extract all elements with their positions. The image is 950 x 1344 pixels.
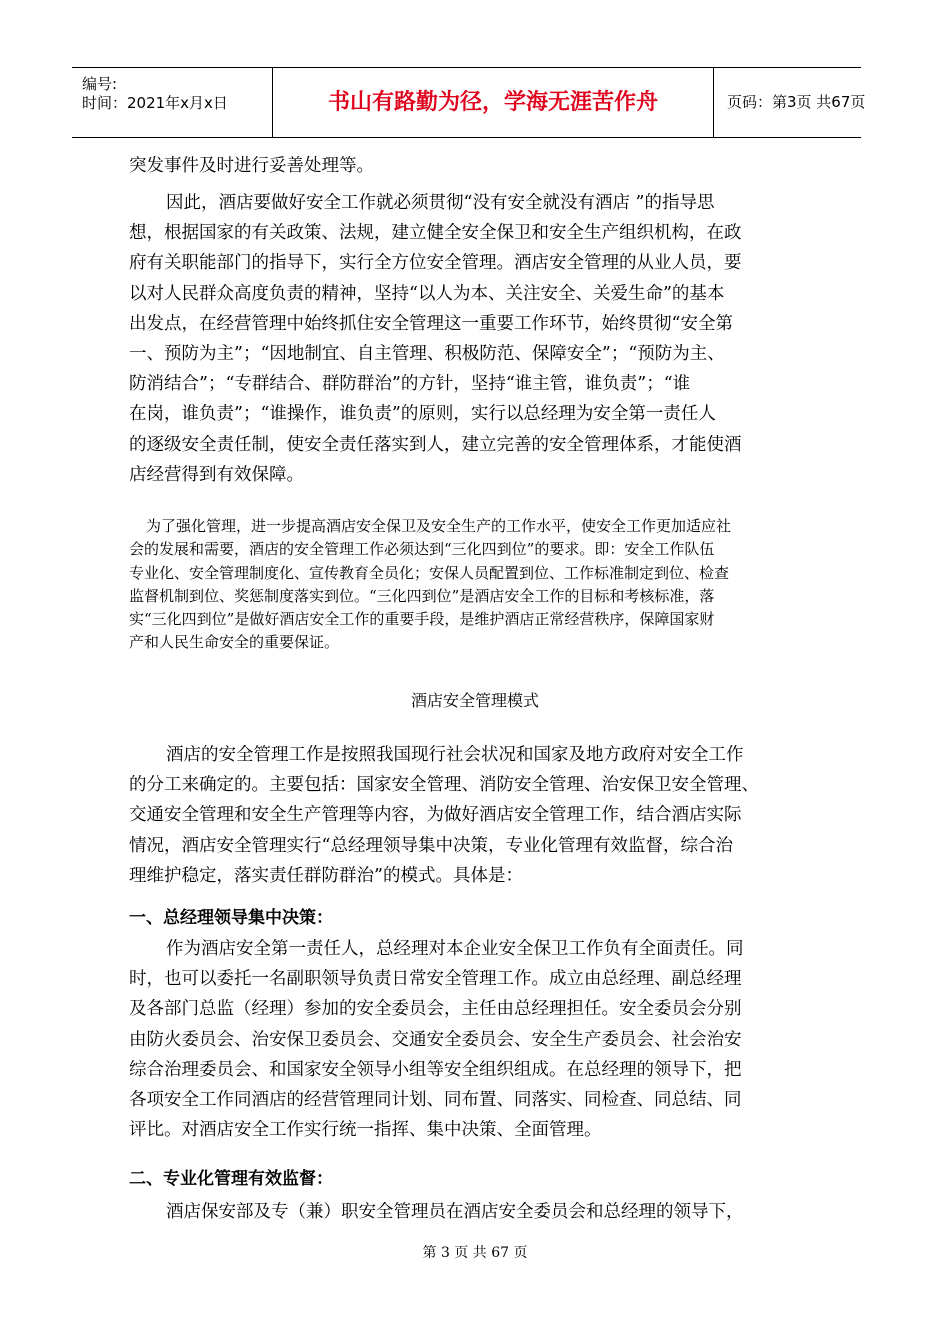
text-line: 各项安全工作同酒店的经营管理同计划、同布置、同落实、同检查、同总结、同 bbox=[129, 1090, 742, 1111]
paragraph-principles bbox=[129, 188, 829, 490]
header-motto: 书山有路勤为径，学海无涯苦作舟 bbox=[327, 90, 658, 115]
text-line: 突发事件及时进行妥善处理等。 bbox=[129, 156, 374, 176]
text-line: 防消结合”；“专群结合、群防群治”的方针，坚持“谁主管，谁负责”；“谁 bbox=[129, 374, 691, 395]
text-line: 一、预防为主”；“因地制宜、自主管理、积极防范、保障安全”；“预防为主、 bbox=[129, 344, 725, 365]
text-line: 评比。对酒店安全工作实行统一指挥、集中决策、全面管理。 bbox=[129, 1120, 602, 1141]
text-line: 会的发展和需要，酒店的安全管理工作必须达到“三化四到位”的要求。即：安全工作队伍 bbox=[129, 540, 715, 559]
text-line: 综合治理委员会、和国家安全领导小组等安全组织组成。在总经理的领导下，把 bbox=[129, 1059, 742, 1080]
text-line: 想，根据国家的有关政策、法规，建立健全安全保卫和安全生产组织机构，在政 bbox=[129, 223, 742, 244]
text-line: 产和人民生命安全的重要保证。 bbox=[129, 633, 340, 652]
text-line: 的分工来确定的。主要包括：国家安全管理、消防安全管理、治安保卫安全管理、 bbox=[129, 775, 759, 796]
text-line: 由防火委员会、治安保卫委员会、交通安全委员会、安全生产委员会、社会治安 bbox=[129, 1029, 742, 1050]
section-title: 酒店安全管理模式 bbox=[410, 691, 539, 710]
text-line: 店经营得到有效保障。 bbox=[129, 464, 304, 485]
document-time-label: 时间：2021年x月x日 bbox=[82, 94, 228, 112]
text-line: 酒店的安全管理工作是按照我国现行社会状况和国家及地方政府对安全工作 bbox=[166, 745, 744, 765]
text-line: 交通安全管理和安全生产管理等内容，为做好酒店安全管理工作，结合酒店实际 bbox=[129, 805, 742, 826]
text-line: 作为酒店安全第一责任人，总经理对本企业安全保卫工作负有全面责任。同 bbox=[166, 939, 744, 959]
text-line: 酒店保安部及专（兼）职安全管理员在酒店安全委员会和总经理的领导下， bbox=[166, 1202, 744, 1222]
text-line: 专业化、安全管理制度化、宣传教育全员化；安保人员配置到位、工作标准制定到位、检查 bbox=[129, 563, 730, 582]
header-page-cell bbox=[714, 68, 866, 137]
page-header-table bbox=[72, 67, 866, 138]
paragraph-continuation bbox=[129, 151, 829, 181]
paragraph-decision bbox=[129, 934, 829, 1145]
text-line: 实“三化四到位”是做好酒店安全工作的重要手段，是维护酒店正常经营秩序，保障国家财 bbox=[129, 610, 715, 629]
heading-supervision: 二、专业化管理有效监督： bbox=[129, 1169, 333, 1189]
header-page-number: 页码：第3页 共67页 bbox=[727, 93, 866, 111]
paragraph-supervision bbox=[129, 1197, 829, 1227]
text-line: 情况，酒店安全管理实行“总经理领导集中决策，专业化管理有效监督，综合治 bbox=[129, 835, 733, 856]
text-line: 因此，酒店要做好安全工作就必须贯彻“没有安全就没有酒店 ”的指导思 bbox=[166, 193, 715, 213]
header-motto-cell bbox=[273, 68, 714, 137]
text-line: 府有关职能部门的指导下，实行全方位安全管理。酒店安全管理的从业人员，要 bbox=[129, 253, 742, 274]
text-line: 时，也可以委托一名副职领导负责日常安全管理工作。成立由总经理、副总经理 bbox=[129, 969, 742, 990]
text-line: 监督机制到位、奖惩制度落实到位。“三化四到位”是酒店安全工作的目标和考核标准，落 bbox=[129, 586, 715, 605]
page-footer: 第 3 页 共 67 页 bbox=[422, 1245, 528, 1261]
text-line: 出发点，在经营管理中始终抓住安全管理这一重要工作环节，始终贯彻“安全第 bbox=[129, 313, 733, 334]
header-meta-cell bbox=[72, 68, 273, 137]
text-line: 以对人民群众高度负责的精神，坚持“以人为本、关注安全、关爱生命”的基本 bbox=[129, 283, 725, 304]
paragraph-management-mode bbox=[129, 740, 829, 891]
heading-decision: 一、总经理领导集中决策： bbox=[129, 908, 333, 928]
text-line: 在岗，谁负责”；“谁操作，谁负责”的原则，实行以总经理为安全第一责任人 bbox=[129, 404, 716, 425]
text-line: 理维护稳定，落实责任群防群治”的模式。具体是： bbox=[129, 865, 523, 886]
paragraph-requirements bbox=[129, 515, 829, 655]
document-number-label: 编号: bbox=[82, 75, 118, 93]
text-line: 及各部门总监（经理）参加的安全委员会，主任由总经理担任。安全委员会分别 bbox=[129, 999, 742, 1020]
text-line: 为了强化管理，进一步提高酒店安全保卫及安全生产的工作水平，使安全工作更加适应社 bbox=[146, 517, 732, 535]
text-line: 的逐级安全责任制，使安全责任落实到人，建立完善的安全管理体系，才能使酒 bbox=[129, 434, 742, 455]
